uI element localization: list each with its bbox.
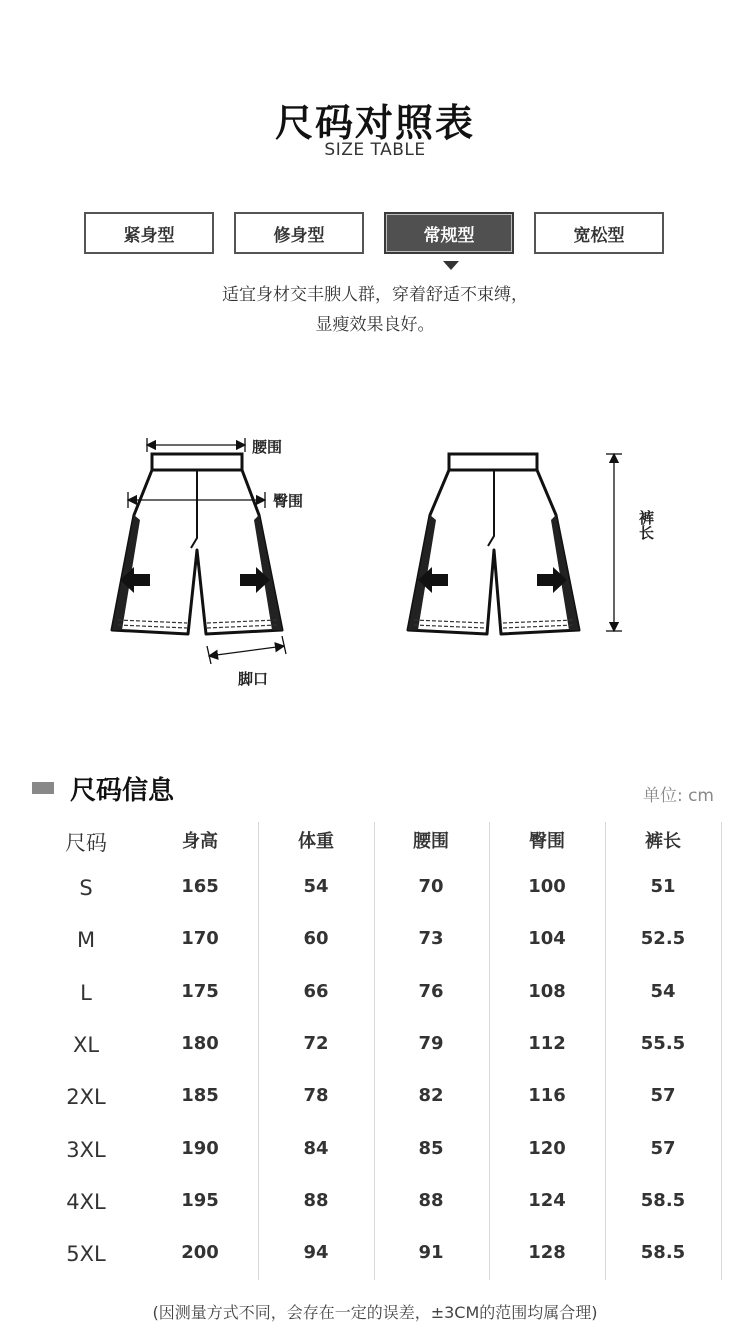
- table-cell: 76: [418, 980, 444, 1002]
- table-cell: 72: [303, 1032, 329, 1054]
- table-cell: 79: [418, 1032, 444, 1054]
- table-cell: 124: [528, 1189, 566, 1211]
- table-size-cell: 2XL: [66, 1085, 106, 1110]
- table-header-cell: 尺码: [65, 831, 107, 855]
- table-size-cell: 4XL: [66, 1189, 106, 1214]
- fit-loose-button[interactable]: 宽松型: [534, 212, 664, 254]
- shorts-diagram: [0, 420, 750, 710]
- leg-opening-label: 脚口: [238, 670, 269, 688]
- table-cell: 52.5: [640, 928, 686, 950]
- table-cell: 165: [181, 876, 219, 897]
- table-cell: 200: [181, 1242, 219, 1264]
- table-cell: 190: [181, 1137, 219, 1159]
- table-cell: 60: [303, 928, 329, 950]
- selected-pointer-icon: [443, 261, 459, 270]
- hip-label: 臀围: [273, 492, 304, 510]
- table-cell: 100: [528, 876, 566, 897]
- table-header-cell: 体重: [298, 831, 334, 852]
- length-label: 裤长: [637, 510, 655, 540]
- table-cell: 73: [418, 928, 444, 950]
- table-cell: 180: [181, 1032, 219, 1054]
- table-size-cell: 3XL: [66, 1137, 106, 1162]
- table-cell: 82: [418, 1085, 444, 1107]
- column-divider: [721, 822, 722, 1280]
- table-size-cell: 5XL: [66, 1242, 106, 1267]
- table-cell: 104: [528, 928, 566, 950]
- table-cell: 116: [528, 1085, 566, 1107]
- table-cell: 84: [303, 1137, 329, 1159]
- measurement-footnote: (因测量方式不同，会存在一定的误差，±3CM的范围均属合理): [152, 1303, 598, 1322]
- table-cell: 185: [181, 1085, 219, 1107]
- fit-slim-button[interactable]: 修身型: [234, 212, 364, 254]
- page-subtitle: SIZE TABLE: [324, 140, 426, 160]
- table-cell: 58.5: [640, 1189, 686, 1211]
- fit-description-line2: 显瘦效果良好。: [315, 315, 435, 335]
- table-cell: 91: [418, 1242, 444, 1264]
- table-header-cell: 裤长: [645, 831, 681, 852]
- table-cell: 58.5: [640, 1242, 686, 1264]
- fit-regular-button[interactable]: 常规型: [384, 212, 514, 254]
- table-cell: 51: [650, 876, 676, 897]
- table-cell: 94: [303, 1242, 329, 1264]
- table-header-cell: 身高: [182, 831, 218, 852]
- table-cell: 57: [650, 1085, 676, 1107]
- waist-label: 腰围: [252, 438, 283, 456]
- table-cell: 112: [528, 1032, 566, 1054]
- page-title: 尺码对照表: [274, 101, 475, 145]
- table-cell: 57: [650, 1137, 676, 1159]
- table-cell: 88: [418, 1189, 444, 1211]
- table-cell: 54: [650, 980, 676, 1002]
- fit-description-line1: 适宜身材交丰腴人群，穿着舒适不束缚，: [222, 285, 528, 305]
- table-cell: 88: [303, 1189, 329, 1211]
- table-cell: 78: [303, 1085, 329, 1107]
- table-size-cell: XL: [72, 1032, 100, 1057]
- table-cell: 55.5: [640, 1032, 686, 1054]
- table-size-cell: M: [76, 928, 96, 953]
- table-header-cell: 臀围: [529, 831, 565, 852]
- table-cell: 108: [528, 980, 566, 1002]
- table-cell: 120: [528, 1137, 566, 1159]
- section-marker-icon: [32, 782, 54, 794]
- shorts-back-view: [408, 454, 622, 634]
- table-cell: 66: [303, 980, 329, 1002]
- table-cell: 170: [181, 928, 219, 950]
- table-size-cell: S: [79, 876, 93, 900]
- table-cell: 195: [181, 1189, 219, 1211]
- table-cell: 175: [181, 980, 219, 1002]
- shorts-front-view: [112, 438, 286, 664]
- table-header-cell: 腰围: [413, 831, 449, 852]
- table-cell: 70: [418, 876, 444, 897]
- unit-label: 单位: cm: [642, 786, 714, 806]
- fit-tight-button[interactable]: 紧身型: [84, 212, 214, 254]
- table-cell: 128: [528, 1242, 566, 1264]
- table-size-cell: L: [80, 980, 92, 1005]
- table-cell: 54: [303, 876, 329, 897]
- size-info-title: 尺码信息: [70, 776, 175, 806]
- table-cell: 85: [418, 1137, 444, 1159]
